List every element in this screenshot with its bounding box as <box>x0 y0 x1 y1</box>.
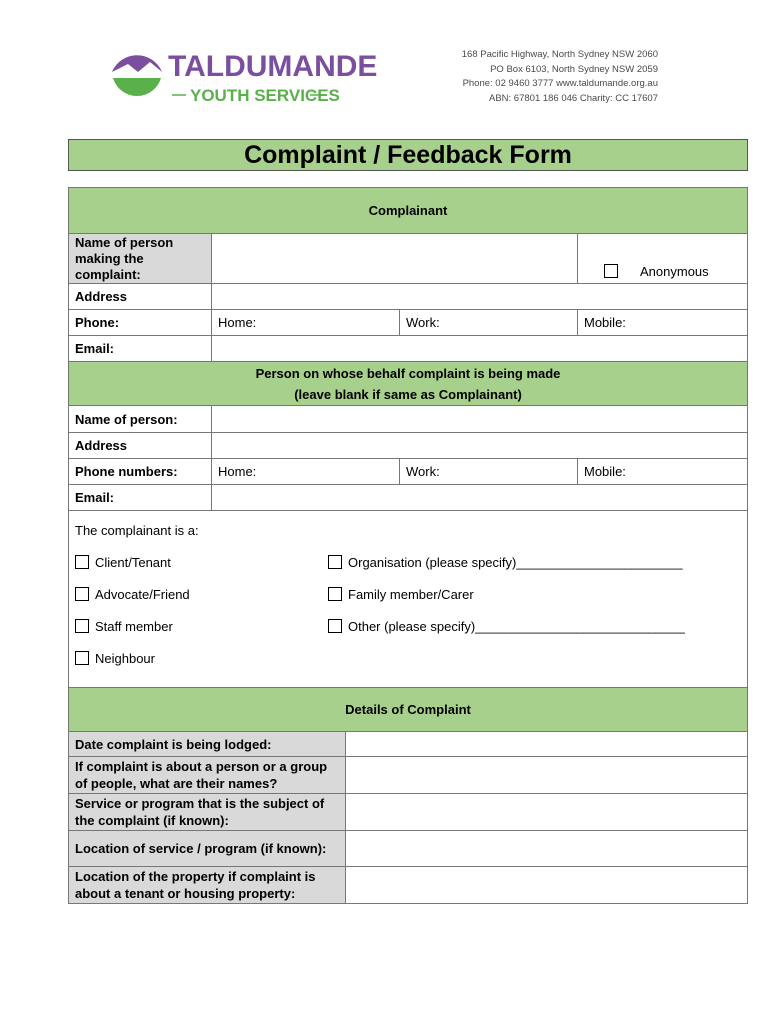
behalf-work-phone-field[interactable] <box>400 459 578 485</box>
complainant-home-phone-field[interactable] <box>212 310 400 336</box>
behalf-home-phone-field[interactable] <box>212 459 400 485</box>
home-label: Home: <box>218 315 257 330</box>
persons-names-field[interactable] <box>346 757 748 794</box>
mobile-label: Mobile: <box>584 464 626 479</box>
mobile-label: Mobile: <box>584 315 626 330</box>
behalf-heading-line1: Person on whose behalf complaint is being made <box>255 365 561 381</box>
service-location-label: Location of service / program (if known): <box>69 831 346 867</box>
work-label: Work: <box>406 464 440 479</box>
behalf-email-label: Email: <box>69 485 212 511</box>
complainant-mobile-field[interactable] <box>578 310 748 336</box>
property-location-label: Location of the property if complaint is about a tenant or housing property: <box>69 867 346 904</box>
service-location-field[interactable] <box>346 831 748 867</box>
behalf-heading <box>69 362 748 406</box>
option-client-tenant[interactable]: Client/Tenant <box>75 555 171 570</box>
option-family-member[interactable]: Family member/Carer <box>328 587 474 602</box>
service-program-field[interactable] <box>346 794 748 831</box>
checkbox[interactable] <box>75 651 89 665</box>
service-program-label: Service or program that is the subject of the complaint (if known): <box>69 794 346 831</box>
complainant-name-label: Name of person making the complaint: <box>69 234 212 284</box>
checkbox[interactable] <box>75 555 89 569</box>
checkbox[interactable] <box>328 619 342 633</box>
organisation-address <box>400 48 658 106</box>
checkbox[interactable] <box>328 555 342 569</box>
complainant-form-table <box>68 187 748 732</box>
complainant-email-label: Email: <box>69 336 212 362</box>
date-lodged-label: Date complaint is being lodged: <box>69 732 346 757</box>
home-label: Home: <box>218 464 257 479</box>
complainant-email-field[interactable] <box>212 336 748 362</box>
anonymous-label: Anonymous <box>640 264 709 279</box>
address-line: PO Box 6103, North Sydney NSW 2059 <box>490 63 658 75</box>
address-line: 168 Pacific Highway, North Sydney NSW 2060 <box>461 49 658 60</box>
complainant-address-field[interactable] <box>212 284 748 310</box>
behalf-email-field[interactable] <box>212 485 748 511</box>
details-heading: Details of Complaint <box>69 688 748 732</box>
checkbox[interactable] <box>328 587 342 601</box>
option-other[interactable]: Other (please specify)_____________________________ <box>328 619 685 634</box>
behalf-address-label: Address <box>69 433 212 459</box>
behalf-heading-line2: (leave blank if same as Complainant) <box>294 386 522 402</box>
complainant-address-label: Address <box>69 284 212 310</box>
option-neighbour[interactable]: Neighbour <box>75 651 155 666</box>
checkbox[interactable] <box>75 619 89 633</box>
property-location-field[interactable] <box>346 867 748 904</box>
complainant-phone-label: Phone: <box>69 310 212 336</box>
details-table <box>68 731 748 904</box>
complainant-type-prompt: The complainant is a: <box>75 523 199 538</box>
form-title: Complaint / Feedback Form <box>68 139 748 171</box>
behalf-name-field[interactable] <box>212 406 748 433</box>
complainant-work-phone-field[interactable] <box>400 310 578 336</box>
address-line: ABN: 67801 186 046 Charity: CC 17607 <box>489 92 658 104</box>
behalf-name-label: Name of person: <box>69 406 212 433</box>
persons-names-label: If complaint is about a person or a group of people, what are their names? <box>69 757 346 794</box>
option-staff-member[interactable]: Staff member <box>75 619 173 634</box>
complainant-heading: Complainant <box>69 188 748 234</box>
address-line: Phone: 02 9460 3777 www.taldumande.org.au <box>462 78 658 89</box>
complainant-name-field[interactable] <box>212 234 578 284</box>
behalf-mobile-field[interactable] <box>578 459 748 485</box>
logo-sub-text: YOUTH SERVICES <box>190 86 340 105</box>
option-advocate-friend[interactable]: Advocate/Friend <box>75 587 190 602</box>
anonymous-option[interactable] <box>578 234 748 284</box>
behalf-address-field[interactable] <box>212 433 748 459</box>
logo-main-text: TALDUMANDE <box>168 50 378 83</box>
date-lodged-field[interactable] <box>346 732 748 757</box>
logo-emblem-icon <box>110 42 378 108</box>
option-organisation[interactable]: Organisation (please specify)_______________________ <box>328 555 683 570</box>
work-label: Work: <box>406 315 440 330</box>
checkbox[interactable] <box>75 587 89 601</box>
taldumande-logo <box>110 42 378 108</box>
complainant-type-section <box>69 511 748 688</box>
anonymous-checkbox[interactable] <box>604 264 618 278</box>
behalf-phone-label: Phone numbers: <box>69 459 212 485</box>
